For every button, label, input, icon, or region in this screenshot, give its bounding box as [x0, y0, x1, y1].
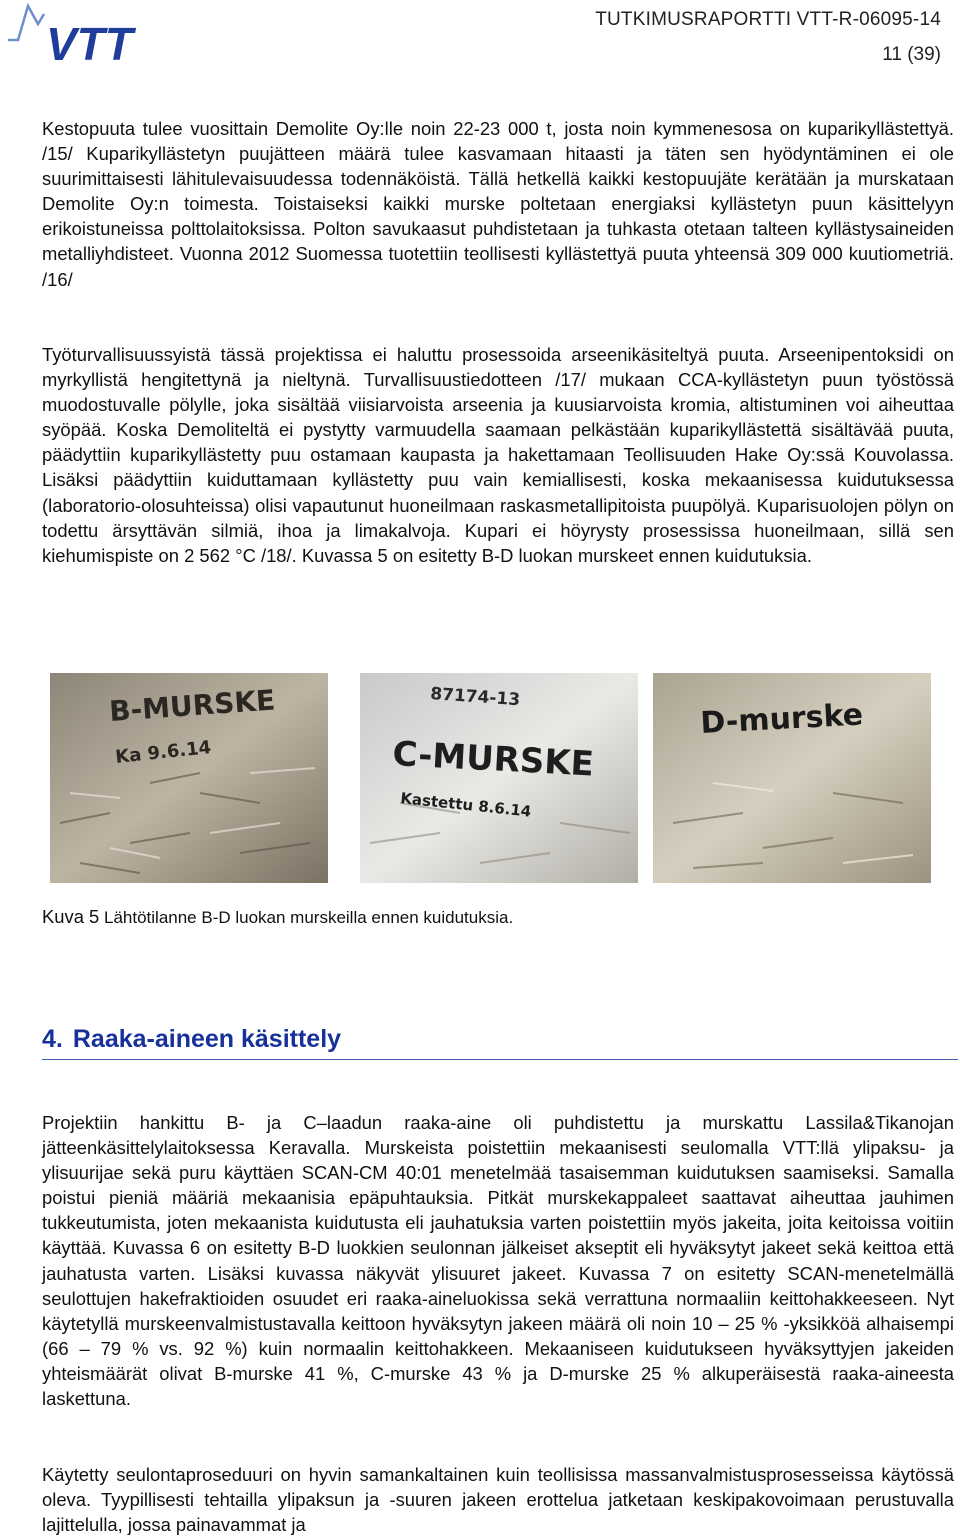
- svg-text:87174-13: 87174-13: [429, 684, 521, 711]
- svg-text:C-MURSKE: C-MURSKE: [391, 734, 595, 785]
- report-id: TUTKIMUSRAPORTTI VTT-R-06095-14: [595, 9, 941, 30]
- paragraph-4: Käytetty seulontaproseduuri on hyvin samankaltainen kuin teollisissa massanvalmistusprosesseissa käytössä oleva. Tyypillisesti tehtailla ylipaksun ja -suuren jakeen erottelua jatketaan keskipakovoimaan perustuvalla lajittelulla, jossa painavammat ja: [42, 1464, 954, 1536]
- svg-text:Ka 9.6.14: Ka 9.6.14: [114, 737, 213, 768]
- section-title: Raaka-aineen käsittely: [72, 1025, 342, 1053]
- caption-label: Kuva 5: [42, 906, 100, 927]
- vtt-logo: [6, 0, 186, 66]
- paragraph-2: Työturvallisuussyistä tässä projektissa ei haluttu prosessoida arseenikäsiteltyä puuta. Arseenipentoksidi on myrkyllistä hengitettynä ja nieltynä. Turvallisuustiedotteen /17/ mukaan CCA-kyllästetyn puun työstössä muodostuvalle pölylle, joka sisältää viisiarvoista arseenia ja kuusiarvoista kromia, altistuminen voi aiheuttaa syöpää. Koska Demoliteltä ei pystytty varmuudella saamaan pelkästään kuparikyllästettä sisältävää puuta, päädyttiin kuparikyllästetty puu ostamaan kaupasta ja hakettamaan Teollisuuden Hake Oy:ssä Kouvolassa. Lisäksi päädyttiin kuiduttamaan kyllästetty puu vain kemiallisesti, koska mekaanisessa kuidutuksessa (laboratorio-olosuhteissa) olisi vapautunut huoneilmaan raskasmetallipitoista puupölyä. Kuparisuolojen pölyn on todettu ärsyttävän silmiä, ihoa ja limakalvoja. Kupari ei höyrysty prosessissa huoneilmaan, sillä sen kiehumispiste on 2 562 °C /18/. Kuvassa 5 on esitetty B-D luokan murskeet ennen kuidutuksia.: [42, 344, 954, 566]
- photo-b-murske: [50, 673, 328, 883]
- svg-text:VTT: VTT: [46, 18, 133, 66]
- svg-text:Kastettu 8.6.14: Kastettu 8.6.14: [399, 789, 533, 821]
- photo-d-murske: [653, 673, 931, 883]
- section-heading: [42, 1025, 958, 1060]
- page-number: 11 (39): [882, 44, 941, 65]
- paragraph-1: Kestopuuta tulee vuosittain Demolite Oy:lle noin 22-23 000 t, josta noin kymmenesosa on kuparikyllästettyä. /15/ Kuparikyllästetyn puujätteen määrä tulee kasvamaan hitaasti ja täten sen hyödyntäminen ei ole suurimittaisesti lähitulevaisuudessa todennäköistä. Tällä hetkellä kaikki kestopuujäte kerätään ja murskataan Demolite Oy:n toimesta. Toistaiseksi kaikki murske poltetaan energiaksi kyllästetyn puun käsittelyyn erikoistuneissa polttolaitoksissa. Polton savukaasut puhdistetaan ja tuhkasta otetaan talteen kyllästysaineiden metalliyhdisteet. Vuonna 2012 Suomessa tuotettiin teollisesti kyllästettyä puuta yhteensä 309 000 kuutiometriä. /16/: [42, 118, 954, 290]
- caption-text: Lähtötilanne B-D luokan murskeilla ennen kuidutuksia.: [104, 908, 514, 927]
- section-number: 4.: [42, 1025, 63, 1053]
- photo-c-murske: [360, 673, 638, 883]
- svg-text:B-MURSKE: B-MURSKE: [108, 683, 277, 728]
- figure-caption: [42, 906, 513, 928]
- svg-text:D-murske: D-murske: [699, 697, 864, 741]
- paragraph-3: Projektiin hankittu B- ja C–laadun raaka-aine oli puhdistettu ja murskattu Lassila&Tikanojan jätteenkäsittelylaitoksessa Keravalla. Murskeista poistettiin mekaanisesti seulomalla VTT:llä ylipaksu- ja ylisuurijae sekä puru käyttäen SCAN-CM 40:01 menetelmää tasaisemman kuidutuksen saamiseksi. Samalla poistui pieniä määriä mekaanisia epäpuhtauksia. Pitkät murskekappaleet saattavat aiheuttaa jauhimen tukkeutumista, joten mekaanista kuidutusta eli jauhatuksia varten poistettiin myös jakeita, joita keitoissa voitiin käyttää. Kuvassa 6 on esitetty B-D luokkien seulonnan jälkeiset akseptit eli hyväksytyt jakeet sekä keittoa että jauhatusta varten. Lisäksi kuvassa näkyvät ylisuuret jakeet. Kuvassa 7 on esitetty SCAN-menetelmällä seulottujen hakefraktioiden osuudet eri raaka-aineluokissa sekä verrattuna normaaliin keittohakkeeseen. Nyt käytetyllä murskeenvalmistustavalla keittoon hyväksytyn jakeen määrä oli noin 10 – 25 % -yksikköä alhaisempi (66 – 79 % vs. 92 %) kuin normaalin keittohakkeen. Mekaaniseen kuidutukseen hyväksyttyjen jakeiden yhteismäärät olivat B-murske 41 %, C-murske 43 % ja D-murske 25 % alkuperäisestä raaka-aineesta laskettuna.: [42, 1112, 954, 1410]
